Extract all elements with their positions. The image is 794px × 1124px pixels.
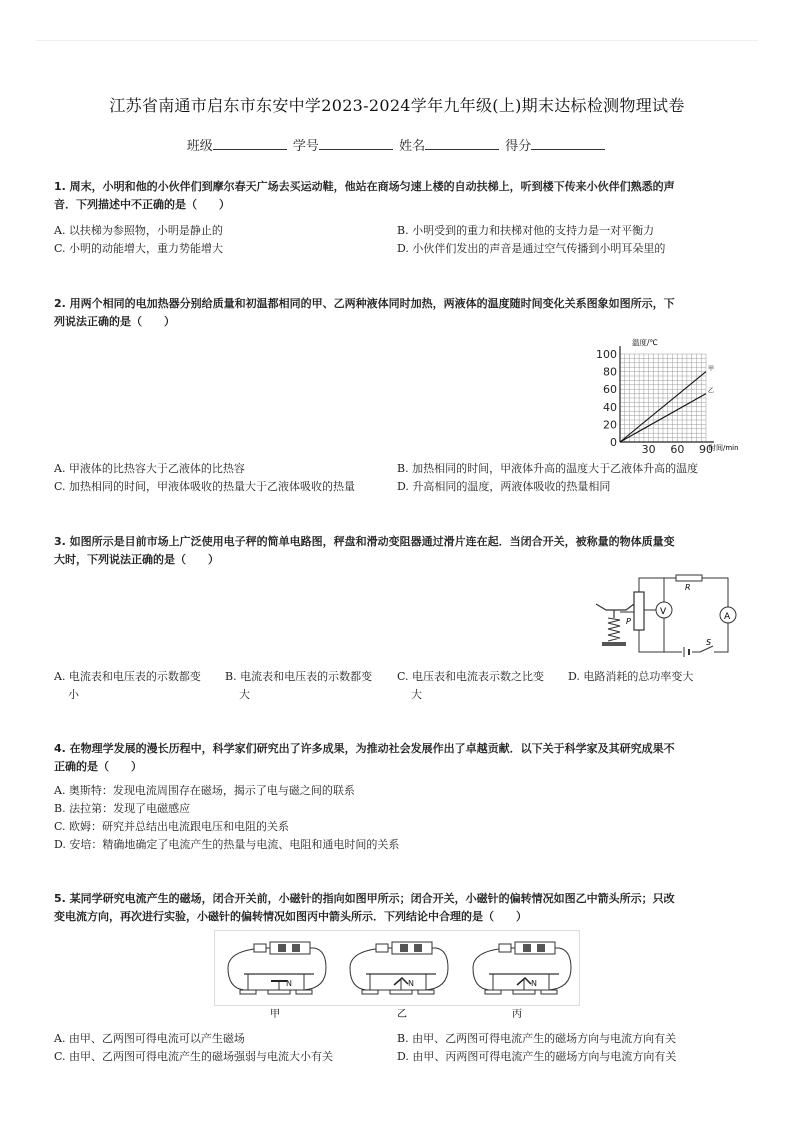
compass-base [513,990,535,994]
q2-option-d[interactable]: D. 升高相同的温度，两液体吸收的热量相同 [397,480,611,493]
student-info [0,135,794,154]
q4-option-c[interactable]: C. 欧姆：研究并总结出电流跟电压和电阻的关系 [54,820,290,833]
question-2 [54,295,744,331]
q3-stem-line2: 大时，下列说法正确的是（ ） [54,553,219,566]
q5-option-d[interactable]: D. 由甲、丙两图可得电流产生的磁场方向与电流方向有关 [397,1050,677,1063]
q3-option-a[interactable] [54,668,201,704]
y-tick-label: 100 [596,348,617,361]
slider-label: P [626,617,631,626]
chart-ticks [596,348,713,456]
q1-option-d[interactable]: D. 小伙伴们发出的声音是通过空气传播到小明耳朵里的 [397,242,666,255]
circuit-bing [473,942,571,994]
switch-box [254,944,266,952]
q2-option-a[interactable]: A. 甲液体的比热容大于乙液体的比热容 [54,462,245,475]
name-blank[interactable] [425,137,499,150]
figure-label-yi: 乙 [397,1009,407,1020]
number-blank[interactable] [319,137,393,150]
compass-n-label: N [408,979,414,988]
battery-cell [537,944,545,952]
y-tick-label: 0 [610,436,617,449]
q3-option-c-line1: C. 电压表和电流表示数之比变 [397,670,545,683]
x-tick-label: 60 [670,443,685,456]
stand-base [362,990,378,994]
q4-stem-line1: 4. 在物理学发展的漫长历程中，科学家们研究出了许多成果，为推动社会发展作出了卓越贡献．以下关于科学家及其研究成果不 [54,742,675,755]
chart-ylabel: 温度/℃ [632,338,658,347]
switch-box [499,944,511,952]
series-label-jia: 甲 [708,365,715,373]
y-tick-label: 20 [603,418,617,432]
stand-base [485,990,501,994]
question-1 [54,178,744,214]
resistor-label: R [685,583,691,592]
ammeter-label: A [724,612,731,622]
header-divider [36,40,758,41]
battery-cell [278,944,286,952]
question-4 [54,740,744,776]
compass-n-label: N [286,979,292,988]
score-blank[interactable] [531,137,605,150]
chart-xlabel: 时间/min [709,444,739,452]
battery-cell [414,944,422,952]
temperature-time-chart [592,336,752,456]
q5-stem-line1: 5. 某同学研究电流产生的磁场，闭合开关前，小磁针的指向如图甲所示；闭合开关，小磁针的偏转情况如图乙中箭头所示；只改 [54,892,675,905]
q3-option-b-line2: 大 [239,688,250,701]
q5-options [54,1030,744,1070]
page-title: 江苏省南通市启东市东安中学2023-2024学年九年级(上)期末达标检测物理试卷 [109,96,685,115]
x-tick-label: 30 [641,443,656,456]
compass-base [390,990,412,994]
q3-option-c[interactable] [397,668,544,704]
y-tick-label: 80 [603,365,617,379]
class-label: 班级 [186,139,213,154]
x-tick-label: 90 [699,443,713,456]
battery [270,942,310,954]
q5-option-a[interactable]: A. 由甲、乙两图可得电流可以产生磁场 [54,1032,245,1045]
q1-options [54,222,744,262]
q1-option-b[interactable]: B. 小明受到的重力和扶梯对他的支持力是一对平衡力 [397,224,655,237]
q5-stem-line2: 变电流方向，再次进行实验，小磁针的偏转情况如图丙中箭头所示．下列结论中合理的是（ ） [54,910,527,923]
switch-box [376,944,388,952]
circuit-jia [228,942,326,994]
electronic-scale-circuit [588,570,748,662]
q3-option-a-line1: A. 电流表和电压表的示数都变 [54,670,201,683]
q3-options [54,668,744,708]
q2-stem-line2: 列说法正确的是（ ） [54,315,175,328]
question-3 [54,533,744,569]
q3-stem-line1: 3. 如图所示是目前市场上广泛使用电子秤的简单电路图，秤盘和滑动变阻器通过滑片连在起．当闭合开关，被称量的物体质量变 [54,535,675,548]
battery-cell [400,944,408,952]
q4-option-b[interactable]: B. 法拉第：发现了电磁感应 [54,802,191,815]
figure-label-jia: 甲 [270,1009,280,1020]
stand-base [296,990,312,994]
q3-option-d[interactable]: D. 电路消耗的总功率变大 [568,670,694,683]
scale-pan [596,604,634,610]
chart-grid [620,354,706,442]
compass-n-label: N [531,979,537,988]
q1-option-c[interactable]: C. 小明的动能增大，重力势能增大 [54,242,224,255]
compass-base [268,990,290,994]
class-blank[interactable] [213,137,287,150]
q1-stem-line2: 音．下列描述中不正确的是（ ） [54,198,230,211]
battery [515,942,555,954]
q2-option-b[interactable]: B. 加热相同的时间，甲液体升高的温度大于乙液体升高的温度 [397,462,699,475]
q3-option-c-line2: 大 [411,688,422,701]
battery-cell [292,944,300,952]
q2-stem-line1: 2. 用两个相同的电加热器分别给质量和初温都相同的甲、乙两种液体同时加热，两液体的温度随时间变化关系图象如图所示，下 [54,297,675,310]
q2-options [54,460,744,500]
battery-cell [523,944,531,952]
q5-option-c[interactable]: C. 由甲、乙两图可得电流产生的磁场强弱与电流大小有关 [54,1050,334,1063]
q4-stem-line2: 正确的是（ ） [54,760,142,773]
y-tick-label: 40 [603,400,617,414]
question-5 [54,890,744,926]
voltmeter-label: V [660,607,667,617]
q2-option-c[interactable]: C. 加热相同的时间，甲液体吸收的热量大于乙液体吸收的热量 [54,480,356,493]
number-label: 学号 [292,139,319,154]
score-label: 得分 [505,139,532,154]
y-tick-label: 60 [603,383,617,397]
magnetic-field-experiment-figure [214,930,580,1022]
stand-base [240,990,256,994]
q3-option-b[interactable] [225,668,372,704]
q1-option-a[interactable]: A. 以扶梯为参照物，小明是静止的 [54,224,223,237]
battery [392,942,432,954]
q4-option-d[interactable]: D. 安培：精确地确定了电流产生的热量与电流、电阻和通电时间的关系 [54,838,400,851]
rheostat [634,592,644,630]
name-label: 姓名 [399,139,426,154]
q4-option-a[interactable]: A. 奥斯特：发现电流周围存在磁场，揭示了电与磁之间的联系 [54,784,355,797]
q3-option-b-line1: B. 电流表和电压表的示数都变 [225,670,373,683]
resistor-r [676,575,702,581]
series-label-yi: 乙 [708,387,715,395]
q4-options [54,782,744,854]
base [602,642,626,646]
figure-label-bing: 丙 [512,1009,522,1020]
switch-label: S [706,638,712,647]
q3-option-a-line2: 小 [68,688,79,701]
stand-base [541,990,557,994]
q1-stem-line1: 1. 周末，小明和他的小伙伴们到摩尔春天广场去买运动鞋，他站在商场匀速上楼的自动扶梯上，听到楼下传来小伙伴们熟悉的声 [54,180,675,193]
stand-base [418,990,434,994]
spring [608,618,620,641]
q5-option-b[interactable]: B. 由甲、乙两图可得电流产生的磁场方向与电流方向有关 [397,1032,677,1045]
circuit-yi [350,942,448,994]
